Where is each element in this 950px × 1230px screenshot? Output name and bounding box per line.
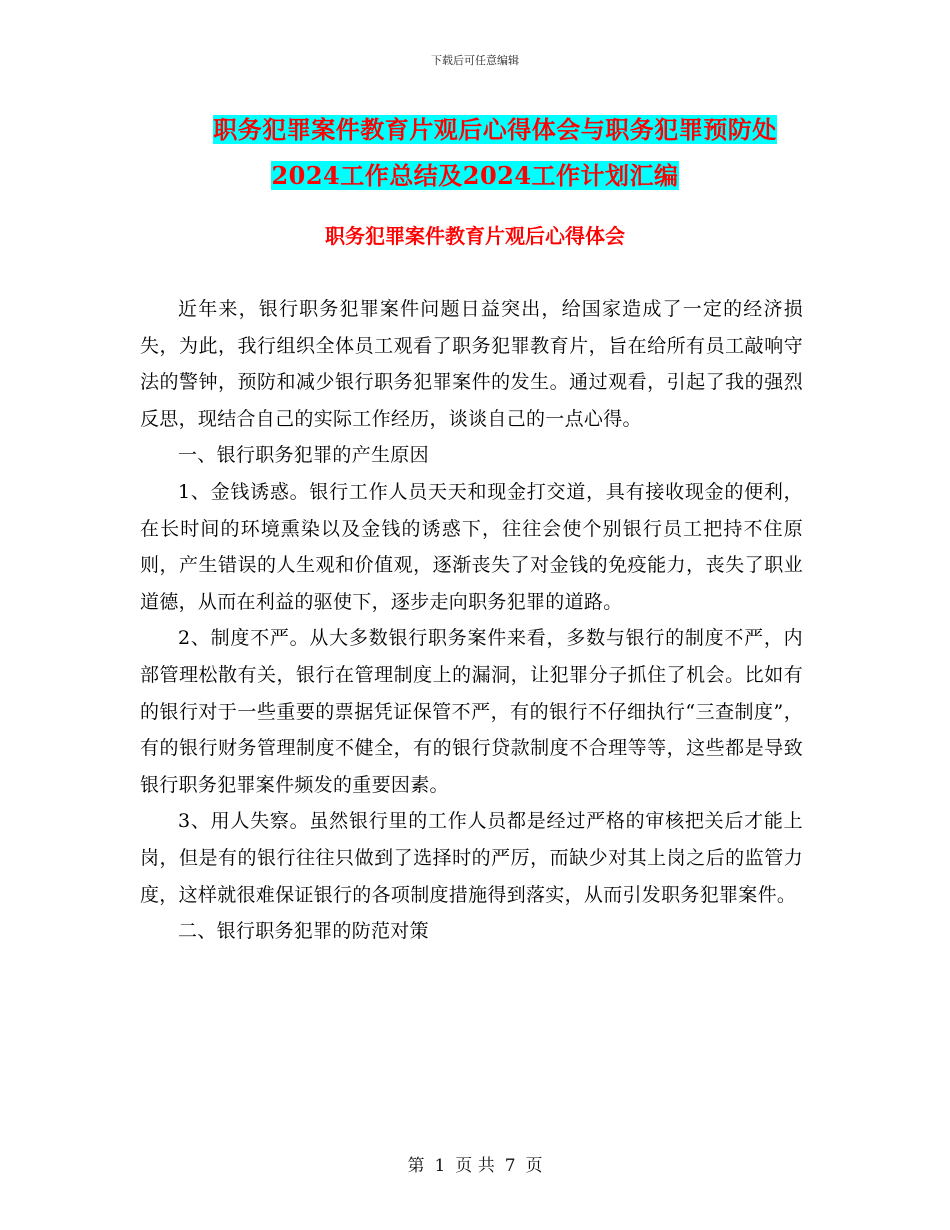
section-title: 职务犯罪案件教育片观后心得体会 (325, 224, 625, 248)
paragraph-intro: 近年来，银行职务犯罪案件问题日益突出，给国家造成了一定的经济损失，为此，我行组织全体员工观看了职务犯罪教育片，旨在给所有员工敲响守法的警钟，预防和减少银行职务犯罪案件的发生。通过观看，引起了我的强烈反思，现结合自己的实际工作经历，谈谈自己的一点心得。 (140, 298, 803, 430)
body-text (140, 291, 803, 950)
title-highlight-2: 2024工作总结及2024工作计划汇编 (271, 161, 679, 190)
paragraph-cause-3: 3、用人失察。虽然银行里的工作人员都是经过严格的审核把关后才能上岗，但是有的银行往往只做到了选择时的严厉，而缺少对其上岗之后的监管力度，这样就很难保证银行的各项制度措施得到落实，从而引发职务犯罪案件。 (140, 810, 803, 906)
heading-causes: 一、银行职务犯罪的产生原因 (178, 444, 429, 467)
footer-middle: 页 共 (455, 1156, 495, 1176)
page-footer (0, 1154, 950, 1178)
footer-suffix: 页 (525, 1156, 543, 1176)
footer-total-pages: 7 (504, 1156, 516, 1176)
paragraph-cause-2: 2、制度不严。从大多数银行职务案件来看，多数与银行的制度不严，内部管理松散有关，银行在管理制度上的漏洞，让犯罪分子抓住了机会。比如有的银行对于一些重要的票据凭证保管不严，有的银行不仔细执行“三查制度”，有的银行财务管理制度不健全，有的银行贷款制度不合理等等，这些都是导致银行职务犯罪案件频发的重要因素。 (140, 627, 803, 796)
footer-current-page: 1 (434, 1156, 446, 1176)
paragraph-cause-1: 1、金钱诱惑。银行工作人员天天和现金打交道，具有接收现金的便利，在长时间的环境熏染以及金钱的诱惑下，往往会使个别银行员工把持不住原则，产生错误的人生观和价值观，逐渐丧失了对金钱的免疫能力，丧失了职业道德，从而在利益的驱使下，逐步走向职务犯罪的道路。 (140, 480, 803, 613)
heading-countermeasures: 二、银行职务犯罪的防范对策 (178, 920, 429, 943)
document-title-line-1 (0, 112, 950, 148)
title-highlight-1: 职务犯罪案件教育片观后心得体会与职务犯罪预防处 (213, 115, 777, 144)
footer-prefix: 第 (407, 1156, 425, 1176)
document-title-line-2 (0, 158, 950, 194)
page-header-note: 下载后可任意编辑 (431, 54, 519, 67)
